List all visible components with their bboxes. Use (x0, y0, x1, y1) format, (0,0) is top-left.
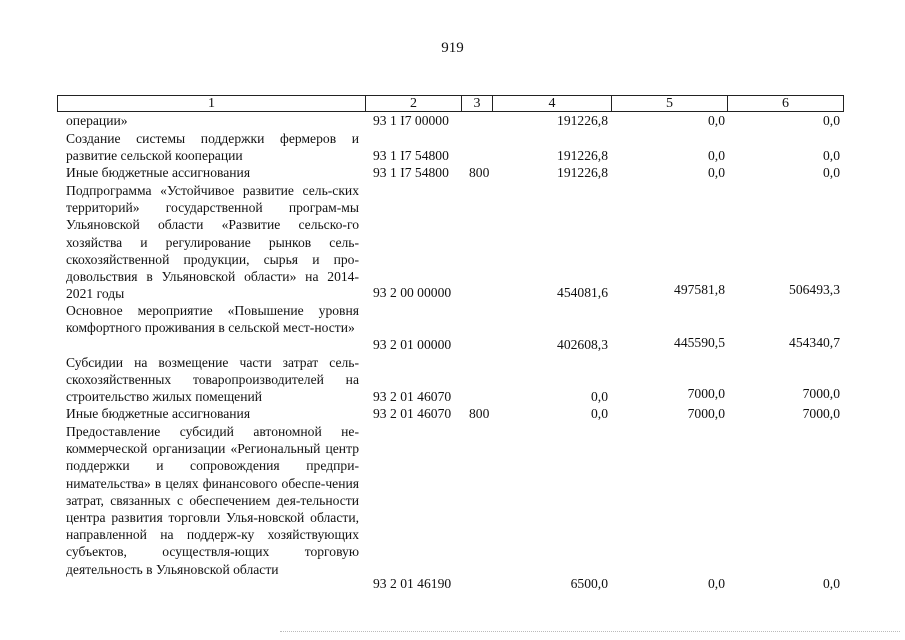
row-value-4: 402608,3 (557, 337, 608, 352)
header-col-5: 5 (612, 96, 728, 111)
row-value-6: 506493,3 (789, 282, 840, 297)
table-header (57, 95, 844, 112)
row-value-6: 0,0 (823, 113, 840, 128)
scan-edge-artifact (280, 631, 900, 634)
row-value-5: 0,0 (708, 165, 725, 180)
row-value-4: 6500,0 (570, 576, 608, 591)
row-code: 93 1 I7 54800 (373, 148, 449, 163)
row-name: Субсидии на возмещение части затрат сель-скохозяйственных товаропроизводителей на строительство жилых помещений (66, 355, 359, 405)
row-value-6: 0,0 (823, 576, 840, 591)
row-value-5: 7000,0 (687, 386, 725, 401)
header-col-4: 4 (493, 96, 612, 111)
row-name: Иные бюджетные ассигнования (66, 165, 251, 180)
row-value-4: 191226,8 (557, 113, 608, 128)
row-value-6: 7000,0 (802, 406, 840, 421)
row-value-6: 0,0 (823, 148, 840, 163)
header-col-1: 1 (58, 96, 366, 111)
row-group: 800 (469, 406, 490, 421)
header-col-6: 6 (782, 96, 789, 111)
row-value-4: 0,0 (591, 389, 608, 404)
row-name: Иные бюджетные ассигнования (66, 406, 251, 421)
row-value-5: 0,0 (708, 576, 725, 591)
row-name: Основное мероприятие «Повышение уровня комфортного проживания в сельской мест-ности» (66, 303, 359, 336)
row-code: 93 2 01 46190 (373, 576, 452, 591)
header-col-3: 3 (462, 96, 493, 111)
row-code: 93 1 I7 00000 (373, 113, 449, 128)
row-value-5: 0,0 (708, 148, 725, 163)
header-col-2: 2 (366, 96, 462, 111)
page-number: 919 (441, 40, 464, 56)
row-value-5: 445590,5 (674, 335, 725, 350)
row-value-4: 454081,6 (557, 285, 608, 300)
row-name: Предоставление субсидий автономной не-коммерческой организации «Региональный центр поддержки и сопровождения предпри-нимательства» в целях финансового обеспе-чения затрат, связанных с обеспечением дея-тельности центра развития торговли Улья-новской области, направленной на поддерж-ку хозяйствующих субъектов, осуществля-ющих торговую деятельность в Ульяновской области (66, 424, 359, 577)
row-value-5: 497581,8 (674, 282, 725, 297)
row-value-6: 454340,7 (789, 335, 840, 350)
row-name: операции» (66, 113, 128, 128)
row-name: Создание системы поддержки фермеров и развитие сельской кооперации (66, 131, 359, 164)
row-value-4: 191226,8 (557, 148, 608, 163)
row-group: 800 (469, 165, 490, 180)
row-value-6: 7000,0 (802, 386, 840, 401)
row-code: 93 1 I7 54800 (373, 165, 449, 180)
row-value-6: 0,0 (823, 165, 840, 180)
row-value-4: 0,0 (591, 406, 608, 421)
row-code: 93 2 01 46070 (373, 406, 452, 421)
row-code: 93 2 01 46070 (373, 389, 452, 404)
row-value-5: 7000,0 (687, 406, 725, 421)
row-code: 93 2 01 00000 (373, 337, 452, 352)
row-value-5: 0,0 (708, 113, 725, 128)
row-name: Подпрограмма «Устойчивое развитие сель-ских территорий» государственной програм-мы Ульяновской области «Развитие сельско-го хозяйства и регулирование рынков сель-скохозяйственной продукции, сырья и про-довольствия в Ульяновской области» на 2014-2021 годы (66, 183, 359, 302)
row-code: 93 2 00 00000 (373, 285, 452, 300)
row-value-4: 191226,8 (557, 165, 608, 180)
